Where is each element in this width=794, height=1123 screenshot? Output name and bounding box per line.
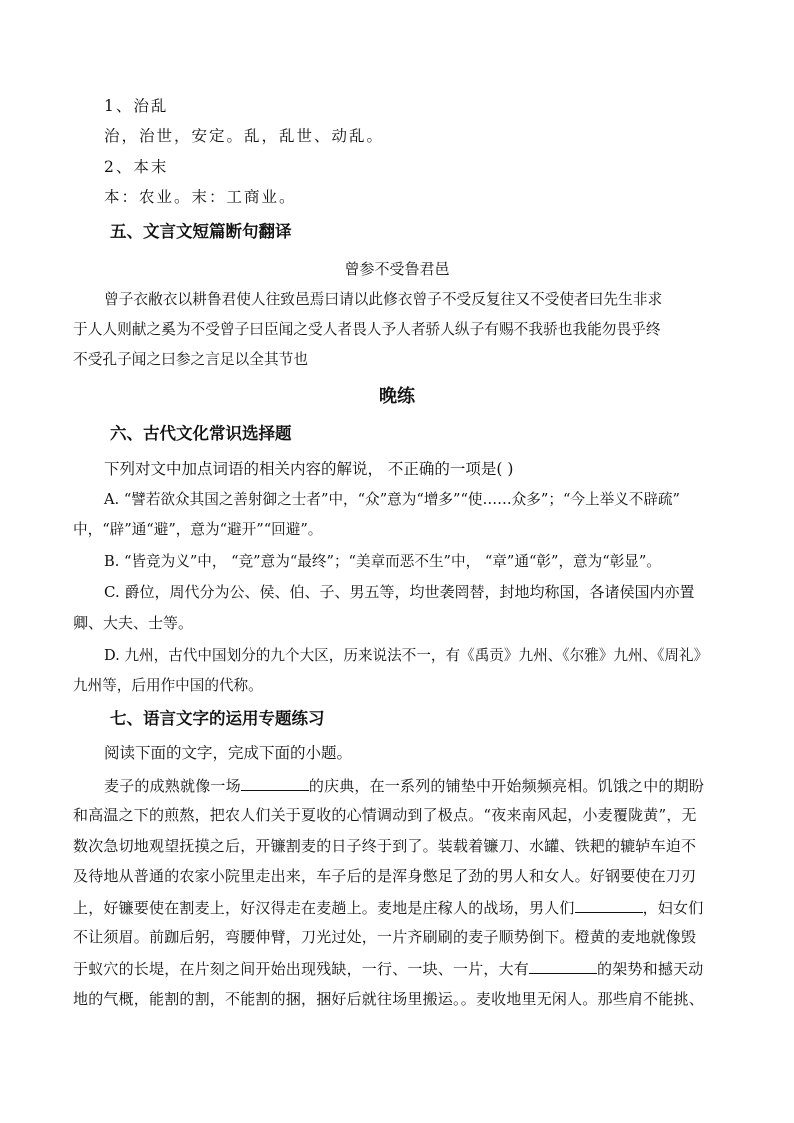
passage-p5-end: ，妇女们 xyxy=(642,899,704,917)
section-7-heading: 七、语言文字的运用专题练习 xyxy=(110,709,325,728)
passage-p8: 地的气概，能割的割，不能割的捆，捆好后就往场里搬运。。麦收地里无闲人。那些肩不能挑、 xyxy=(73,990,704,1008)
option-c-line-2: 卿、大夫、士等。 xyxy=(73,614,194,632)
passage-p1 xyxy=(104,775,704,796)
passage-line-3: 不受孔子闻之曰参之言足以全其节也 xyxy=(73,351,309,368)
option-a-line-1: A. “譬若欲众其国之善射御之士者”中，“众”意为“增多”“使……众多”；“今上举义不辟疏” xyxy=(104,491,681,508)
passage-title: 曾参不受鲁君邑 xyxy=(344,260,450,278)
passage-p7-end: 的架势和撼天动 xyxy=(597,960,704,978)
passage-p2: 和高温之下的煎熬，把农人们关于夏收的心情调动到了极点。“夜来南风起，小麦覆陇黄”，无 xyxy=(73,806,697,824)
reading-instruction: 阅读下面的文字，完成下面的小题。 xyxy=(104,744,353,762)
s4-item2-heading: 2、本末 xyxy=(104,158,169,176)
passage-line-1: 曾子衣敝衣以耕鲁君使人往致邑焉曰请以此修衣曾子不受反复往又不受使者曰先生非求 xyxy=(104,291,663,308)
passage-p3: 数次急切地观望抚摸之后，开镰割麦的日子终于到了。装载着镰刀、水罐、铁耙的辘轳车迫不 xyxy=(73,837,697,855)
passage-p7 xyxy=(73,958,703,979)
option-d-line-2: 九州等，后用作中国的代称。 xyxy=(73,677,263,694)
question-stem: 下列对文中加点词语的相关内容的解说， 不正确的一项是( ) xyxy=(104,460,514,478)
fill-blank-3[interactable] xyxy=(529,958,597,974)
passage-p4: 及待地从普通的农家小院里走出来，车子后的是浑身憋足了劲的男人和女人。好钢要使在刀刃 xyxy=(73,867,697,885)
option-d-line-1: D. 九州，古代中国划分的九个大区，历来说法不一，有《禹贡》九州、《尔雅》九州、《周礼》 xyxy=(104,647,709,664)
s4-item2-text: 本：农业。末：工商业。 xyxy=(104,188,297,206)
passage-line-2: 于人人则献之奚为不受曾子曰臣闻之受人者畏人予人者骄人纵子有赐不我骄也我能勿畏乎终 xyxy=(73,321,661,338)
fill-blank-2[interactable] xyxy=(575,897,643,913)
page-section-title: 晚练 xyxy=(379,386,415,407)
passage-p6: 不让须眉。前跏后躬，弯腰伸臂，刀光过处，一片齐刷刷的麦子顺势倒下。橙黄的麦地就像毁 xyxy=(73,928,697,946)
option-c-line-1: C. 爵位，周代分为公、侯、伯、子、男五等，均世袭罔替，封地均称国，各诸侯国内亦置 xyxy=(104,583,695,601)
passage-p1-start: 麦子的成熟就像一场 xyxy=(104,777,241,795)
fill-blank-1[interactable] xyxy=(241,775,309,791)
s4-item1-text: 治，治世，安定。乱，乱世、动乱。 xyxy=(104,127,385,145)
section-5-heading: 五、文言文短篇断句翻译 xyxy=(110,222,292,241)
passage-p5 xyxy=(73,897,703,918)
passage-p7-start: 于蚁穴的长堤，在片刻之间开始出现残缺，一行、一块、一片，大有 xyxy=(73,960,530,978)
section-6-heading: 六、古代文化常识选择题 xyxy=(110,424,292,443)
passage-p5-start: 上，好镰要使在割麦上，好汉得走在麦趟上。麦地是庄稼人的战场，男人们 xyxy=(73,899,575,917)
option-a-line-2: 中，“辟”通“避”，意为“避开”“回避”。 xyxy=(73,521,323,538)
passage-p1-end: 的庆典，在一系列的铺垫中开始频频亮相。饥饿之中的期盼 xyxy=(308,777,705,795)
option-b: B. “皆竞为义”中， “竞”意为“最终”；“美章而恶不生”中， “章”通“彰”，意为“彰显”。 xyxy=(104,553,661,570)
s4-item1-heading: 1、治乱 xyxy=(104,97,169,115)
